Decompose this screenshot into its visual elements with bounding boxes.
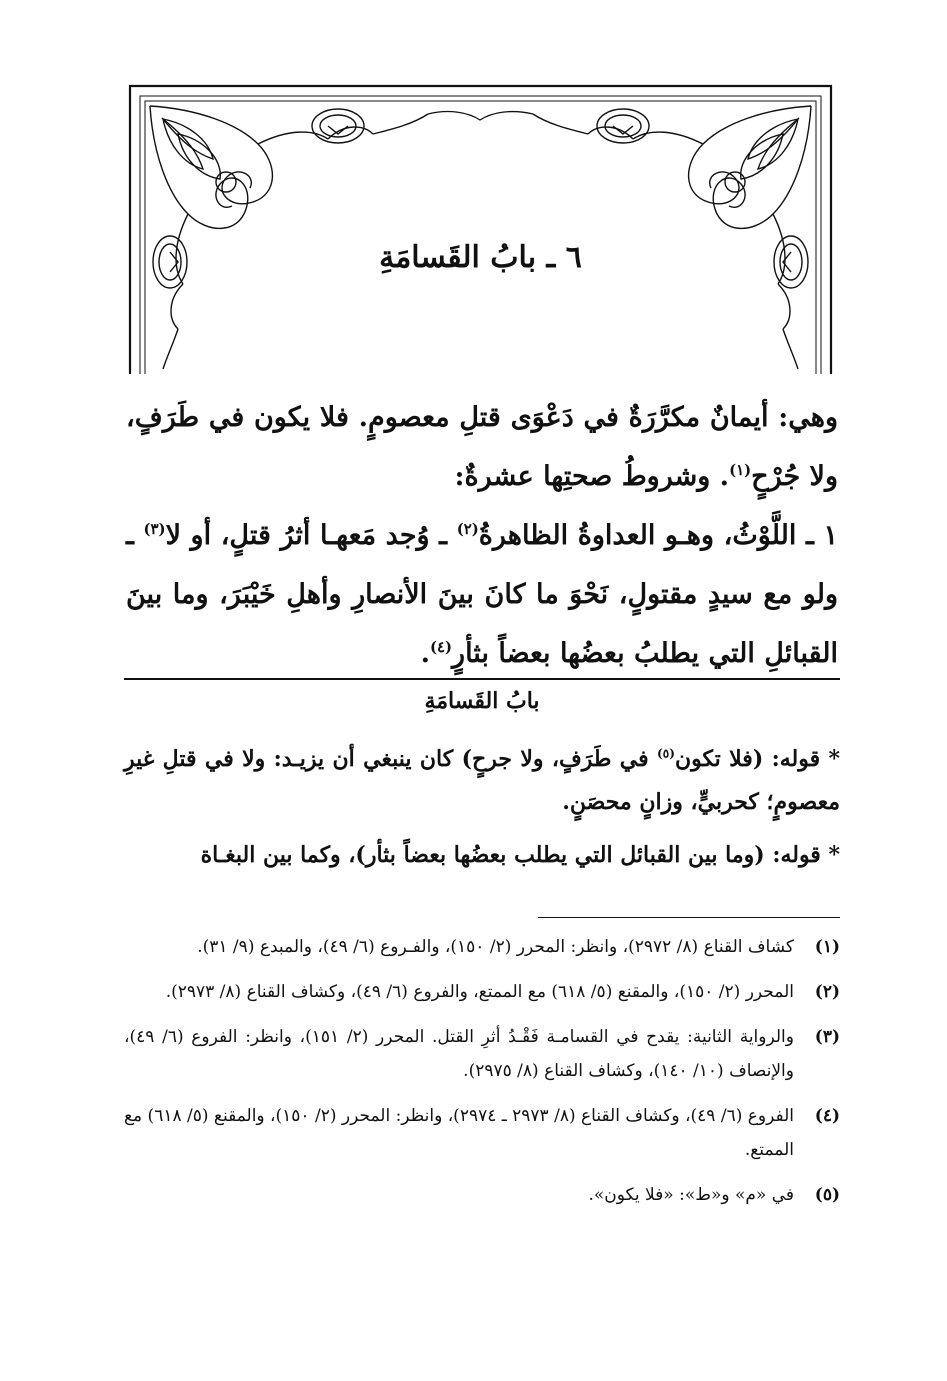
footnote-ref: (٣) (143, 520, 166, 538)
footnote (124, 975, 840, 1009)
footnote (124, 1099, 840, 1167)
footnote-number: (٢) (814, 982, 840, 1002)
footnote-ref: (١) (729, 461, 752, 479)
ornamental-header-frame (128, 84, 833, 374)
main-paragraph-2: ١ ـ اللَّوْثُ، وهـو العداوةُ الظاهرةُ$^{(٢)}$ ـ وُجد مَعهـا أثرُ قتلٍ، أو لا$^{(٣)}$ ـ ولو مع سيدٍ مقتولٍ، نَحْوَ ما كانَ بينَ الأنصارِ وأهلِ خَيْبَرَ، وما بينَ القبائلِ التي يطلبُ بعضُها بعضاً بثأرٍ$^{(٤)}$. (126, 520, 839, 669)
footnote-ref: (٥) (657, 746, 675, 761)
footnote (124, 1178, 840, 1212)
footnote-text: كشاف القناع (٨/ ٢٩٧٢)، وانظر: المحرر (٢/ ١٥٠)، والفـروع (٦/ ٤٩)، والمبدع (٩/ ٣١). (197, 937, 794, 957)
footnote-ref: (٢) (456, 520, 479, 538)
chapter-title: ٦ ـ بابُ القَسامَةِ (379, 240, 582, 275)
footnote-ref: (٤) (430, 638, 453, 656)
footnote (124, 930, 840, 964)
footnote-number: (٣) (814, 1027, 840, 1047)
commentary-paragraph-2: * قوله: (وما بين القبائل التي يطلب بعضُها بعضاً بثأر)، وكما بين البغـاة (200, 842, 840, 868)
footnote-text: في «م» و«ط»: «فلا يكون». (588, 1185, 794, 1205)
footnote-number: (٥) (814, 1185, 840, 1205)
footnote-text: والرواية الثانية: يقدح في القسامـة فَقْـدُ أثرِ القتل. المحرر (٢/ ١٥١)، وانظر: الفروع (٦/ ٤٩)، والإنصاف (١٠/ ١٤٠)، وكشاف القناع (٨/ ٢٩٧٥). (124, 1027, 794, 1081)
main-text (126, 388, 838, 683)
commentary-paragraph-1: * قوله: (فلا تكون$^{(٥)}$ في طَرَفٍ، ولا جرحٍ) كان ينبغي أن يزيـد: ولا في قتلِ غيرِ معصومٍ؛ كحربيٍّ، وزانٍ محصَنٍ. (124, 746, 840, 815)
main-paragraph-1: وهي: أيمانٌ مكرَّرَةٌ في دَعْوَى قتلِ معصومٍ. فلا يكون في طَرَفٍ، ولا جُرْحٍ$^{(١)}$. وشروطُ صحتِها عشرةٌ: (126, 402, 838, 492)
commentary-title: بابُ القَسامَةِ (424, 688, 540, 714)
footnote (124, 1020, 840, 1088)
section-divider (124, 678, 840, 680)
footnote-text: المحرر (٢/ ١٥٠)، والمقنع (٥/ ٦١٨) مع الممتع، والفروع (٦/ ٤٩)، وكشاف القناع (٨/ ٢٩٧٣). (165, 982, 794, 1002)
footnotes (124, 930, 840, 1223)
commentary-text (124, 738, 840, 887)
footnote-number: (٤) (814, 1106, 840, 1126)
footnote-number: (١) (814, 937, 840, 957)
footnote-text: الفروع (٦/ ٤٩)، وكشاف القناع (٨/ ٢٩٧٣ ـ ٢٩٧٤)، وانظر: المحرر (٢/ ١٥٠)، والمقنع (٥/ ٦١٨) مع الممتع. (123, 1106, 794, 1160)
footnote-divider (538, 917, 840, 918)
